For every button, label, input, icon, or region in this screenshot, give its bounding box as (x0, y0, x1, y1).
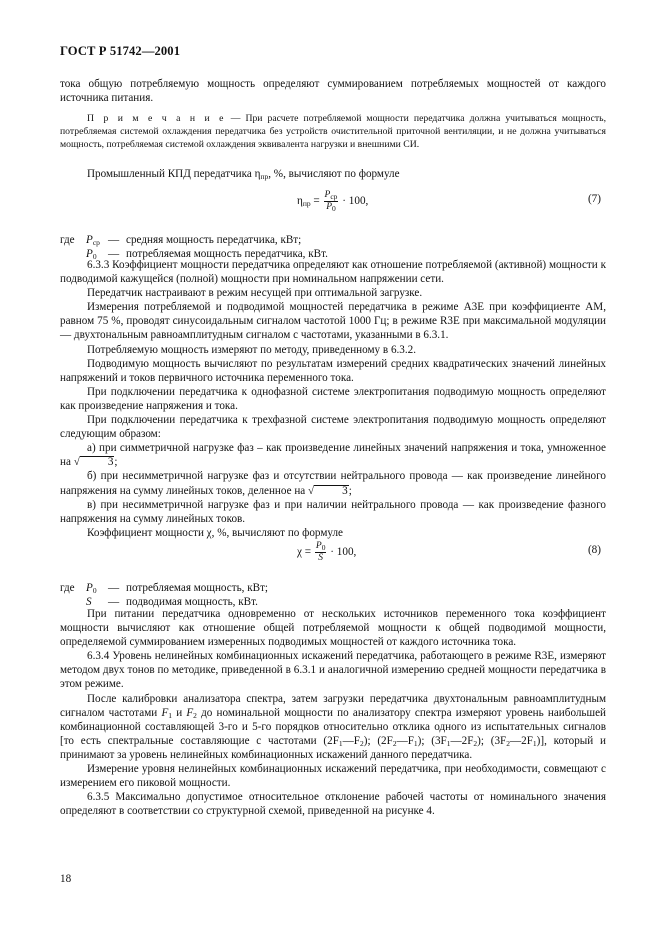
defs7-sub-0: ср (92, 238, 100, 247)
defs7-text-0: средняя мощность передатчика, кВт; (126, 234, 302, 246)
sp-and: и (172, 706, 187, 719)
defs7-text-1: потребляемая мощность передатчика, кВт. (126, 248, 328, 260)
definition-row (60, 234, 301, 248)
note-label: П р и м е ч а н и е (87, 113, 226, 124)
formula8-eq: = (304, 546, 312, 559)
defs7-dash-1: — (108, 248, 120, 260)
list-item-a: а) при симметричной нагрузке фаз – как произведение линейных значений напряжения и тока, умноженное на √ 3; (60, 442, 606, 469)
formula7-fraction (324, 190, 339, 213)
defs8-where: где (60, 582, 75, 594)
paragraph-6-3-3 (60, 258, 606, 540)
defs7-sym-1: P (86, 248, 93, 260)
defs8-text-0: потребляемая мощность, кВт; (126, 582, 269, 594)
sp-b: до номинальной мощности по анализатору спектра измеряют уровень наибольшей комбинационной составляющей 3-го и 5-го порядков относительно отклика одного из испытательных сигналов [то есть спектральные составляющие с частотами (2F (60, 706, 606, 747)
paragraph-6-3-5: 6.3.5 Максимально допустимое относительное отклонение рабочей частоты от номинального значения определяют в соответствии со структурной схемой, приведенной на рисунке 4. (60, 791, 606, 818)
formula8-lhs: χ (297, 546, 302, 559)
list-item-c: в) при несимметричной нагрузке фаз и при наличии нейтрального провода — как произведение фазного напряжения на сумму линейных токов. (60, 498, 606, 525)
paragraph-calc: Подводимую мощность вычисляют по результатам измерений средних квадратических значений линейных напряжений и токов первичного источника переменного тока. (60, 357, 606, 384)
paragraph-6-3-4: 6.3.4 Уровень нелинейных комбинационных искажений передатчика, работающего в режиме R3E, измеряют методом двух тонов по методике, приведенной в 6.3.1 и аналогичной измерению средней мощности передатчика в этом режиме. (60, 650, 606, 691)
defs7-dash-0: — (108, 234, 120, 246)
kpd-sub: пр (260, 172, 269, 181)
formula-7-number: (7) (587, 193, 601, 205)
sp-e: —F (396, 734, 414, 747)
p633: 6.3.3 Коэффициент мощности передатчика определяют как отношение потребляемой (активной) мощности к подводимой кажущейся (полной) мощности при номинальном напряжении сети. (60, 259, 606, 286)
defs8-text-1: подводимая мощность, кВт. (126, 596, 258, 608)
sp-f2s: 2 (193, 710, 197, 720)
paragraph-three-phase: При подключении передатчика к трехфазной системе электропитания подводимую мощность определяют следующим образом: (60, 414, 606, 441)
defs8-sym-1: S (86, 596, 92, 608)
item-a-text: а) при симметричной нагрузке фаз – как произведение линейных значений напряжения и тока, умноженное на (60, 442, 606, 469)
formula7-num: P (324, 190, 331, 200)
paragraph-method: Потребляемую мощность измеряют по методу, приведенному в 6.3.2. (87, 343, 417, 356)
formula8-num-sub: 0 (321, 543, 326, 552)
paragraph-chi: Коэффициент мощности χ, %, вычисляют по формуле (87, 526, 343, 539)
defs8-dash-0: — (108, 582, 120, 594)
page-number: 18 (60, 873, 72, 885)
formula7-lhs: η (297, 195, 303, 208)
document-code-header: ГОСТ Р 51742—2001 (60, 44, 181, 58)
defs8-dash-1: — (108, 596, 120, 608)
formula8-num: P (315, 541, 322, 551)
sp-f: ); (3F (417, 734, 447, 747)
formula8-den: S (318, 553, 324, 563)
sp-s2: 2 (360, 738, 364, 748)
paragraph-kpd (60, 167, 606, 181)
sp-s6: 2 (473, 738, 478, 748)
formula7-den: P (326, 202, 333, 212)
formula8-fraction (315, 541, 327, 564)
sp-s3: 2 (392, 738, 397, 748)
sp-f2: F (186, 706, 194, 719)
formula8-tail: · 100, (330, 546, 357, 559)
formula-8 (297, 541, 356, 564)
sp-j: )], который и принимают за уровень нелинейных комбинационных искажений данного передатчика. (60, 734, 606, 761)
paragraph-tune: Передатчик настраивают в режим несущей при оптимальной загрузке. (87, 287, 423, 300)
note-paragraph (60, 112, 606, 152)
note-text: — При расчете потребляемой мощности передатчика должна учитываться мощность, потребляемая системой охлаждения передатчика без устройств очистительной приточной вентиляции, и не должна учитываться мощность, потребляемая системой охлаждения эквивалента нагрузки и внешними СИ. (60, 113, 606, 151)
formula7-tail: · 100, (342, 195, 369, 208)
sp-a: После калибровки анализатора спектра, затем загрузки передатчика двухтональным равноамплитудным сигналом частотами (60, 692, 606, 719)
definition-row (60, 582, 268, 596)
defs8-sub-0: 0 (92, 586, 97, 595)
list-item-b: б) при несимметричной нагрузке фаз и отсутствии нейтрального провода — как произведение линейного напряжения на сумму линейных токов, деленное на √ 3; (60, 470, 606, 497)
paragraph-spectrum (60, 692, 606, 762)
sp-f1s: 1 (168, 710, 172, 720)
sp-g: —2F (450, 734, 474, 747)
kpd-text-b: , %, вычисляют по формуле (268, 168, 400, 180)
item-b-root: 3 (314, 485, 349, 497)
sp-s5: 1 (446, 738, 451, 748)
paragraph-group-lower (60, 607, 606, 818)
formula-7 (297, 190, 368, 213)
sp-s8: 1 (532, 738, 537, 748)
defs8-sym-0: P (86, 582, 93, 594)
item-a-end: ; (114, 456, 118, 469)
item-b-text: б) при несимметричной нагрузке фаз и отсутствии нейтрального провода — как произведение линейного напряжения на сумму линейных токов, деленное на (60, 470, 606, 497)
formula7-eq: = (313, 195, 320, 208)
formula7-den-sub: 0 (332, 204, 336, 213)
sp-h: ); (3F (477, 734, 507, 747)
item-a-root: 3 (80, 456, 115, 468)
paragraph-peak: Измерение уровня нелинейных комбинационных искажений передатчика, при необходимости, совмещают с измерением его пиковой мощности. (60, 763, 606, 790)
formula7-lhs-sub: пр (302, 199, 311, 209)
paragraph-intro: тока общую потребляемую мощность определяют суммированием потребляемых мощностей от каждого источника питания. (60, 78, 606, 105)
sp-d: ); (2F (363, 734, 393, 747)
defs7-where: где (60, 234, 75, 246)
formula-8-number: (8) (587, 544, 601, 556)
sp-f1: F (161, 706, 169, 719)
defs7-sub-1: 0 (92, 252, 97, 261)
item-b-end: ; (348, 484, 352, 497)
sp-c: —F (342, 734, 360, 747)
paragraph-multi-source: При питании передатчика одновременно от нескольких источников переменного тока коэффициент мощности вычисляют как отношение общей потребляемой мощности к общей подводимой мощности, определяемой суммированием измеренных подводимых мощностей от каждого источника тока. (60, 608, 606, 649)
formula7-num-sub: ср (330, 192, 338, 201)
sp-i: —2F (510, 734, 533, 747)
sp-s4: 1 (413, 738, 418, 748)
sp-s1: 1 (338, 738, 343, 748)
paragraph-single-phase: При подключении передатчика к однофазной системе электропитания подводимую мощность определяют как произведение напряжения и тока. (60, 385, 606, 412)
defs7-sym-0: P (86, 234, 93, 246)
kpd-text-a: Промышленный КПД передатчика η (87, 168, 261, 180)
paragraph-measure: Измерения потребляемой и подводимой мощностей передатчика в режиме А3Е при коэффициенте АМ, равном 75 %, проводят синусоидальным сигналом частотой 1000 Гц; в режиме R3E при максимальной модуляции — двухтональным равноамплитудным сигналом с частотами, указанными в 6.3.1. (60, 301, 606, 342)
sp-s7: 2 (506, 738, 510, 748)
